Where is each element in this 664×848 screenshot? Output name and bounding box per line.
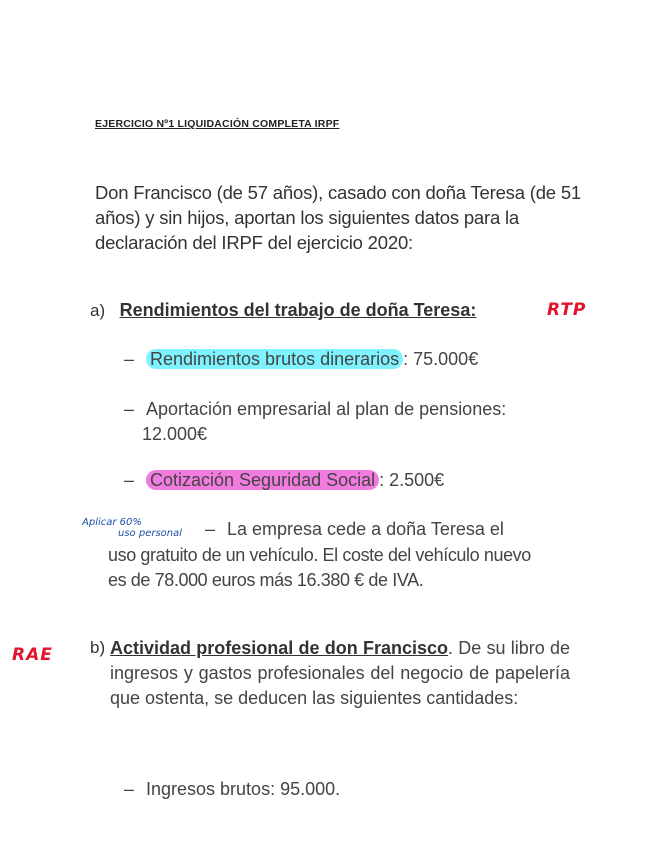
list-item: – Aportación empresarial al plan de pensiones: 12.000€ xyxy=(124,399,507,444)
section-a-title: Rendimientos del trabajo de doña Teresa: xyxy=(119,300,477,320)
list-item: – Ingresos brutos: 95.000. xyxy=(124,779,341,799)
list-item: – Cotización Seguridad Social : 2.500€ xyxy=(124,470,445,490)
section-b-letter: b) xyxy=(90,638,106,657)
highlighted-text: Rendimientos brutos dinerarios xyxy=(146,349,403,369)
list-item: – La empresa cede a doña Teresa el xyxy=(205,519,504,539)
annotation-personal-use: Aplicar 60% uso personal xyxy=(82,517,183,539)
intro-paragraph: Don Francisco (de 57 años), casado con doña Teresa (de 51 años) y sin hijos, aportan los siguientes datos para la declaración del IRPF del ejercicio 2020: xyxy=(95,182,582,253)
section-b-title: Actividad profesional de don Francisco xyxy=(110,638,448,658)
section-b-paragraph: Actividad profesional de don Francisco. De su libro de ingresos y gastos profesionales del negocio de papelería que ostenta, se deducen las siguientes cantidades: xyxy=(110,638,570,708)
annotation-rae: RAE xyxy=(12,645,53,665)
exercise-title: EJERCICIO Nº1 LIQUIDACIÓN COMPLETA IRPF xyxy=(95,118,340,130)
highlighted-text: Cotización Seguridad Social xyxy=(146,470,379,490)
vehicle-paragraph: uso gratuito de un vehículo. El coste del vehículo nuevo es de 78.000 euros más 16.380 € de IVA. xyxy=(108,545,531,590)
section-a-heading xyxy=(90,300,476,321)
section-a-letter: a) xyxy=(90,301,106,320)
annotation-rtp: RTP xyxy=(547,300,587,320)
list-item: – Rendimientos brutos dinerarios : 75.000€ xyxy=(124,349,479,369)
